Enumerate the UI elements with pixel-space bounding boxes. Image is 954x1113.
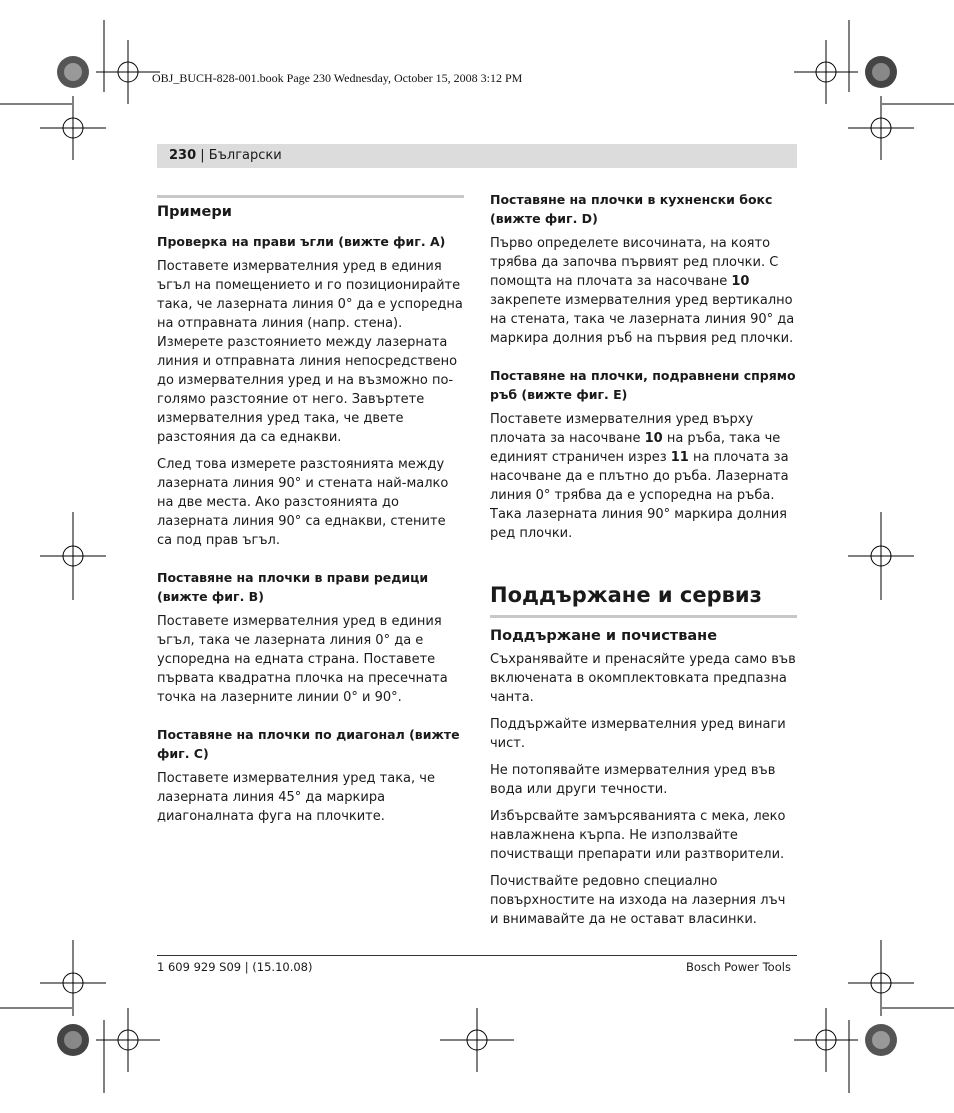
section-rule [490,615,797,618]
footer-brand: Bosch Power Tools [686,960,791,974]
paragraph: Почиствайте редовно специално повърхностите на изхода на лазерния лъч и внимавайте да не остават власинки. [490,874,786,927]
header-language: Български [208,148,282,163]
main-section-title: Поддържане и сервиз [490,583,762,607]
footer-rule [157,955,797,956]
paragraph: Избърсвайте замърсяванията с мека, леко навлажнена кърпа. Не използвайте почистващи препарати или разтворители. [490,809,786,862]
page-number: 230 [169,148,197,163]
subsection-heading: Поддържане и почистване [490,628,718,644]
paragraph: Съхранявайте и пренасяйте уреда само във включената в окомплектовката предпазна чанта. [490,652,796,705]
left-column [157,195,464,834]
paragraph: Поставете измервателния уред в единия ъгъл, така че лазерната линия 0° да е успоредна на едната страна. Поставете първата квадратна плочка на пресечната точка на лазерните линии 0° и 90°. [157,614,448,705]
paragraph: Поддържайте измервателния уред винаги чист. [490,717,786,751]
subsection-title: Поставяне на плочки в прави редици (вижте фиг. B) [157,570,429,604]
page-header [169,148,282,163]
paragraph: Поставете измервателния уред в единия ъгъл на помещението и го позиционирайте така, че лазерната линия 0° да е успоредна на отправната линия (напр. стена). Измерете разстоянието между лазерната линия и отправната линия непосредствено до измервателния уред и на възможно по-голямо разстояние от него. Завъртете измервателния уред така, че двете разстояния да са еднакви. [157,259,463,445]
paragraph: Не потопявайте измервателния уред във вода или други течности. [490,763,776,797]
right-column [490,190,797,937]
section-title-examples: Примери [157,204,232,220]
paragraph: Поставете измервателния уред върху плочата за насочване 10 на ръба, така че единият страничен изрез 11 на плочата за насочване да е плътно до ръба. Лазерната линия 0° трябва да е успоредна на ръба. Така лазерната линия 90° маркира долния ред плочки. [490,412,789,541]
header-separator: | [196,148,209,163]
subsection-title: Поставяне на плочки, подравнени спрямо ръб (вижте фиг. E) [490,368,796,402]
paragraph: Поставете измервателния уред така, че лазерната линия 45° да маркира диагоналната фуга на плочките. [157,771,435,824]
section-rule [157,195,464,198]
subsection-title: Проверка на прави ъгли (вижте фиг. A) [157,234,446,249]
paragraph: Първо определете височината, на която трябва да започва първият ред плочки. С помощта на плочата за насочване 10 закрепете измервателния уред вертикално на стената, така че лазерната линия 90° да маркира долния ръб на първия ред плочки. [490,236,795,346]
subsection-title: Поставяне на плочки по диагонал (вижте фиг. C) [157,727,460,761]
subsection-title: Поставяне на плочки в кухненски бокс (вижте фиг. D) [490,192,773,226]
book-info-line: OBJ_BUCH-828-001.book Page 230 Wednesday, October 15, 2008 3:12 PM [152,71,523,85]
footer-doc-id: 1 609 929 S09 | (15.10.08) [157,960,313,974]
paragraph: След това измерете разстоянията между лазерната линия 90° и стената най-малко на две места. Ако разстоянията до лазерната линия 90° са еднакви, стените са под прав ъгъл. [157,457,449,548]
